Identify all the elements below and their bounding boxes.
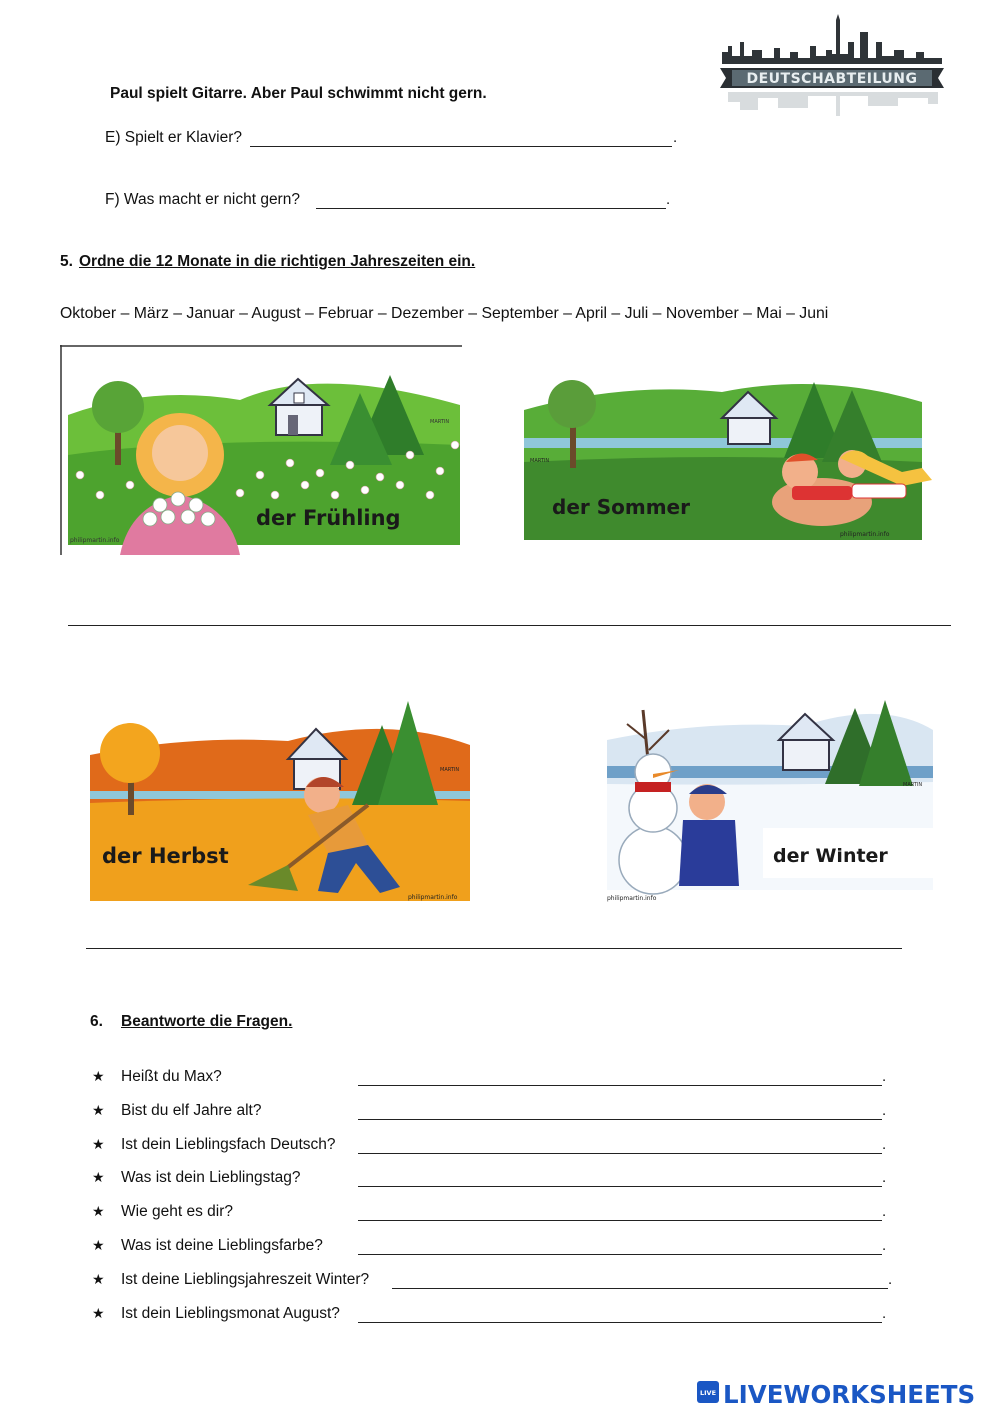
answer-line-6[interactable] <box>358 1254 882 1255</box>
autumn-mark: MARTIN <box>440 767 460 773</box>
answer-5-period: . <box>882 1203 887 1220</box>
section-6-title: Beantworte die Fragen. <box>121 1013 293 1030</box>
answer-6-period: . <box>882 1237 887 1254</box>
summer-caption: der Sommer <box>552 495 690 519</box>
star-bullet-icon: ★ <box>92 1102 105 1118</box>
question-e-period: . <box>673 129 678 146</box>
question-7: Ist deine Lieblingsjahreszeit Winter? <box>121 1271 370 1288</box>
summer-mark: MARTIN <box>530 458 550 464</box>
question-2: Bist du elf Jahre alt? <box>121 1102 262 1119</box>
autumn-credit: philipmartin.info <box>408 894 458 901</box>
logo-text: DEUTSCHABTEILUNG <box>746 71 918 87</box>
answer-line-3[interactable] <box>358 1153 882 1154</box>
winter-mark: MARTIN <box>903 782 923 788</box>
liveworksheets-badge: LIVE <box>699 1389 717 1397</box>
autumn-winter-answer-line[interactable] <box>86 948 902 949</box>
answer-1-period: . <box>882 1068 887 1085</box>
spring-caption: der Frühling <box>256 506 401 530</box>
question-8: Ist dein Lieblingsmonat August? <box>121 1305 340 1322</box>
answer-line-1[interactable] <box>358 1085 882 1086</box>
winter-credit: philipmartin.info <box>607 895 657 902</box>
spring-credit: philipmartin.info <box>70 537 120 544</box>
star-bullet-icon: ★ <box>92 1203 105 1219</box>
autumn-caption: der Herbst <box>102 844 229 868</box>
liveworksheets-wordmark: LIVEWORKSHEETS <box>723 1380 976 1407</box>
spring-mark: MARTIN <box>430 419 450 425</box>
section-5-title: Ordne die 12 Monate in die richtigen Jahreszeiten ein. <box>79 253 476 270</box>
question-6: Was ist deine Lieblingsfarbe? <box>121 1237 323 1254</box>
star-bullet-icon: ★ <box>92 1068 105 1084</box>
answer-line-4[interactable] <box>358 1186 882 1187</box>
question-f-period: . <box>666 191 671 208</box>
liveworksheets-logo[interactable] <box>697 1377 997 1407</box>
answer-line-8[interactable] <box>358 1322 882 1323</box>
question-f-answer-line[interactable] <box>316 208 666 209</box>
intro-sentence: Paul spielt Gitarre. Aber Paul schwimmt nicht gern. <box>110 85 487 102</box>
question-4: Was ist dein Lieblingstag? <box>121 1169 301 1186</box>
winter-caption: der Winter <box>773 845 888 867</box>
section-6-number: 6. <box>90 1013 103 1030</box>
summer-credit: philipmartin.info <box>840 531 890 538</box>
deutschabteilung-logo <box>718 12 946 120</box>
answer-line-2[interactable] <box>358 1119 882 1120</box>
months-list: Oktober – März – Januar – August – Februar – Dezember – September – April – Juli – November – Mai – Juni <box>60 305 829 322</box>
star-bullet-icon: ★ <box>92 1169 105 1185</box>
autumn-image <box>88 695 474 905</box>
question-f-label: F) Was macht er nicht gern? <box>105 191 300 208</box>
star-bullet-icon: ★ <box>92 1136 105 1152</box>
star-bullet-icon: ★ <box>92 1237 105 1253</box>
question-e-answer-line[interactable] <box>250 146 672 147</box>
answer-7-period: . <box>888 1271 893 1288</box>
answer-line-5[interactable] <box>358 1220 882 1221</box>
summer-image <box>522 362 952 542</box>
answer-8-period: . <box>882 1305 887 1322</box>
answer-3-period: . <box>882 1136 887 1153</box>
star-bullet-icon: ★ <box>92 1305 105 1321</box>
spring-image <box>60 345 462 555</box>
section-5-number: 5. <box>60 253 73 270</box>
question-5: Wie geht es dir? <box>121 1203 233 1220</box>
question-1: Heißt du Max? <box>121 1068 222 1085</box>
spring-summer-answer-line[interactable] <box>68 625 951 626</box>
answer-2-period: . <box>882 1102 887 1119</box>
question-3: Ist dein Lieblingsfach Deutsch? <box>121 1136 336 1153</box>
answer-4-period: . <box>882 1169 887 1186</box>
star-bullet-icon: ★ <box>92 1271 105 1287</box>
answer-line-7[interactable] <box>392 1288 888 1289</box>
question-e-label: E) Spielt er Klavier? <box>105 129 242 146</box>
winter-image <box>603 690 938 905</box>
